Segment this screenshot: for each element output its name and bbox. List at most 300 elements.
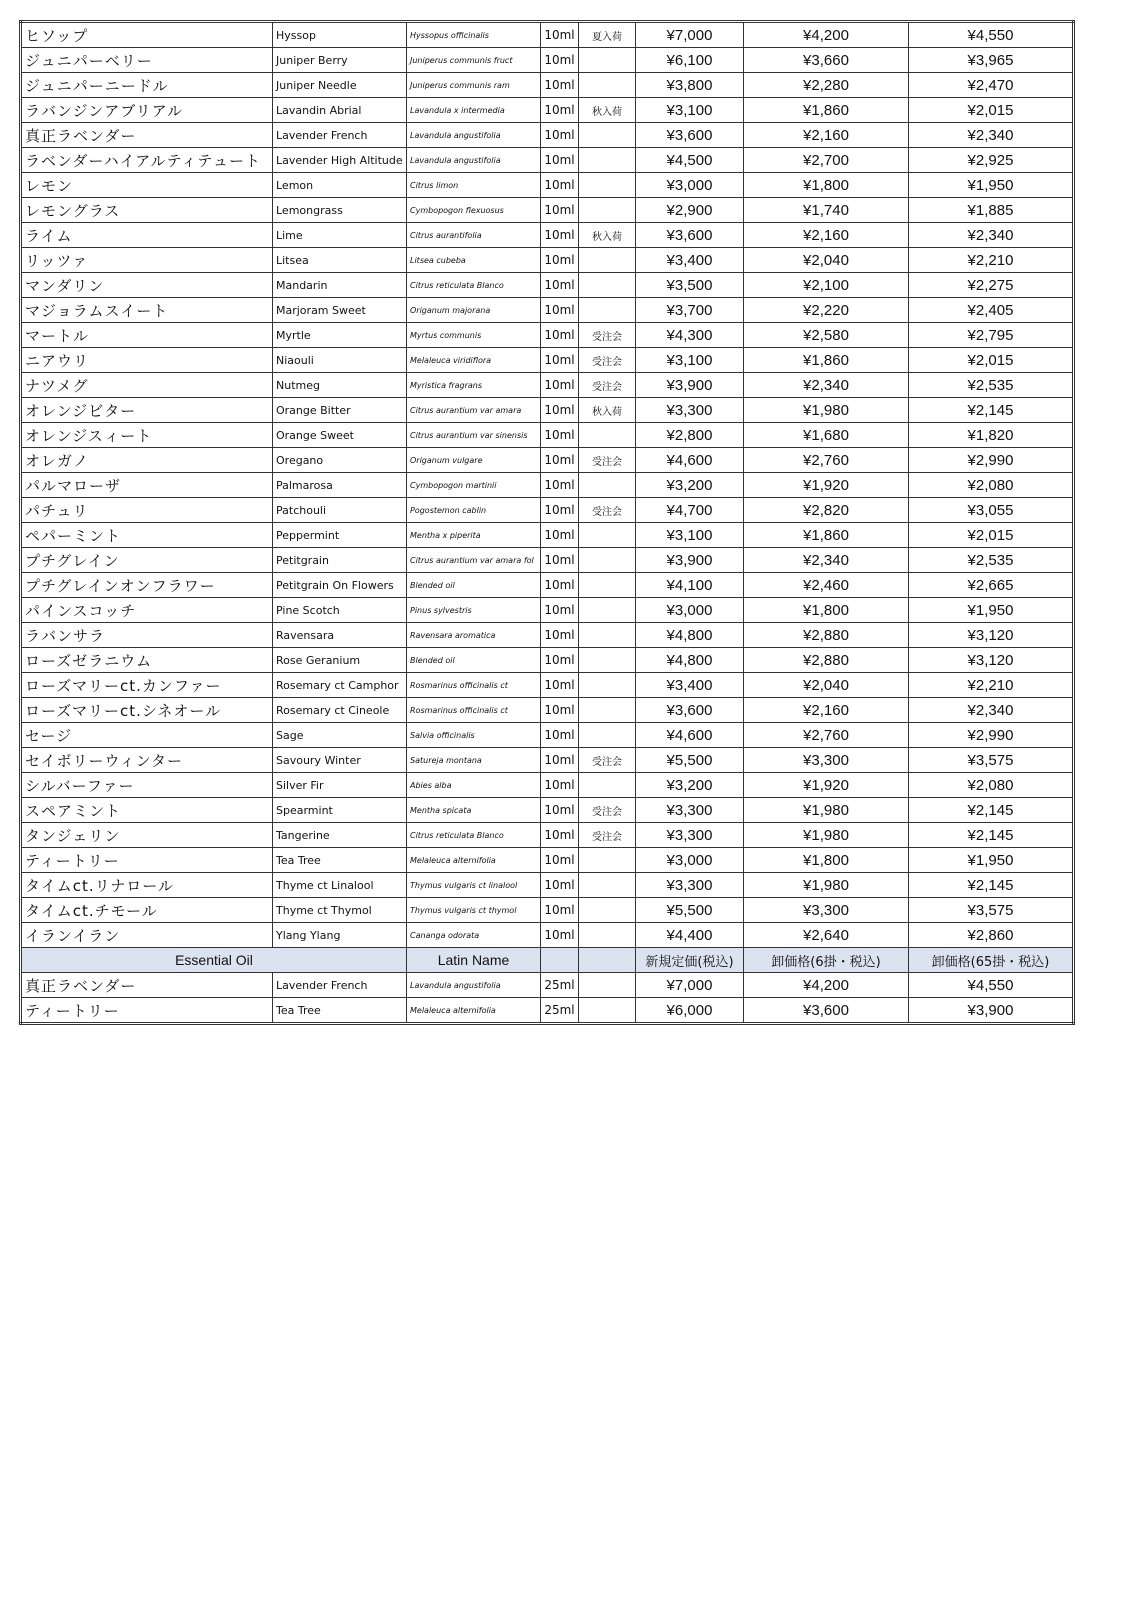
table-row — [21, 973, 1074, 998]
latin-name: Hyssopus officinalis — [407, 22, 541, 48]
wholesale-price-60: ¥2,160 — [744, 223, 909, 248]
availability-note — [579, 573, 636, 598]
retail-price: ¥2,800 — [636, 423, 744, 448]
table-row — [21, 673, 1074, 698]
wholesale-price-65: ¥2,210 — [909, 673, 1074, 698]
product-name-en: Lemon — [273, 173, 407, 198]
availability-note — [579, 998, 636, 1024]
latin-name: Thymus vulgaris ct thymol — [407, 898, 541, 923]
volume: 10ml — [541, 348, 579, 373]
wholesale-price-60: ¥3,600 — [744, 998, 909, 1024]
table-row — [21, 723, 1074, 748]
wholesale-price-65: ¥3,120 — [909, 623, 1074, 648]
product-name-en: Lavender French — [273, 973, 407, 998]
product-name-en: Orange Bitter — [273, 398, 407, 423]
retail-price: ¥6,000 — [636, 998, 744, 1024]
volume: 10ml — [541, 423, 579, 448]
product-name-jp: パルマローザ — [21, 473, 273, 498]
product-name-jp: セイボリーウィンター — [21, 748, 273, 773]
volume: 25ml — [541, 973, 579, 998]
retail-price: ¥4,600 — [636, 448, 744, 473]
wholesale-price-65: ¥2,990 — [909, 448, 1074, 473]
volume: 10ml — [541, 198, 579, 223]
retail-price: ¥4,100 — [636, 573, 744, 598]
retail-price: ¥3,500 — [636, 273, 744, 298]
availability-note — [579, 48, 636, 73]
volume: 10ml — [541, 323, 579, 348]
wholesale-price-60: ¥1,860 — [744, 98, 909, 123]
wholesale-price-60: ¥2,040 — [744, 248, 909, 273]
volume: 10ml — [541, 98, 579, 123]
product-name-en: Lavender French — [273, 123, 407, 148]
product-name-jp: オレンジスィート — [21, 423, 273, 448]
wholesale-price-60: ¥2,760 — [744, 723, 909, 748]
wholesale-price-65: ¥1,950 — [909, 598, 1074, 623]
latin-name: Salvia officinalis — [407, 723, 541, 748]
product-name-en: Lavender High Altitude — [273, 148, 407, 173]
wholesale-price-60: ¥2,340 — [744, 373, 909, 398]
volume: 10ml — [541, 598, 579, 623]
retail-price: ¥3,700 — [636, 298, 744, 323]
wholesale-price-65: ¥3,965 — [909, 48, 1074, 73]
volume: 10ml — [541, 448, 579, 473]
wholesale-price-65: ¥2,340 — [909, 698, 1074, 723]
product-name-jp: イランイラン — [21, 923, 273, 948]
wholesale-price-60: ¥2,700 — [744, 148, 909, 173]
product-name-en: Lavandin Abrial — [273, 98, 407, 123]
product-name-en: Lime — [273, 223, 407, 248]
retail-price: ¥3,300 — [636, 873, 744, 898]
wholesale-price-65: ¥2,145 — [909, 798, 1074, 823]
volume: 10ml — [541, 373, 579, 398]
table-row — [21, 648, 1074, 673]
header-latin-name: Latin Name — [407, 948, 541, 973]
availability-note — [579, 698, 636, 723]
wholesale-price-65: ¥2,860 — [909, 923, 1074, 948]
volume: 10ml — [541, 498, 579, 523]
wholesale-price-60: ¥2,220 — [744, 298, 909, 323]
product-name-jp: ジュニパーニードル — [21, 73, 273, 98]
product-name-en: Marjoram Sweet — [273, 298, 407, 323]
product-name-jp: ローズマリーct.カンファー — [21, 673, 273, 698]
volume: 10ml — [541, 123, 579, 148]
retail-price: ¥3,300 — [636, 798, 744, 823]
table-row — [21, 298, 1074, 323]
product-name-en: Mandarin — [273, 273, 407, 298]
retail-price: ¥3,400 — [636, 248, 744, 273]
wholesale-price-60: ¥1,860 — [744, 348, 909, 373]
wholesale-price-65: ¥2,015 — [909, 523, 1074, 548]
wholesale-price-65: ¥1,950 — [909, 173, 1074, 198]
availability-note — [579, 473, 636, 498]
table-row — [21, 198, 1074, 223]
volume: 10ml — [541, 173, 579, 198]
availability-note: 受注会 — [579, 498, 636, 523]
volume: 10ml — [541, 798, 579, 823]
product-name-jp: ラベンダーハイアルティテュート — [21, 148, 273, 173]
table-row — [21, 448, 1074, 473]
product-name-jp: ライム — [21, 223, 273, 248]
wholesale-price-60: ¥2,100 — [744, 273, 909, 298]
product-name-jp: プチグレイン — [21, 548, 273, 573]
product-name-en: Ravensara — [273, 623, 407, 648]
products-10ml — [21, 22, 1074, 948]
product-name-jp: ジュニパーベリー — [21, 48, 273, 73]
product-name-jp: レモングラス — [21, 198, 273, 223]
product-name-jp: セージ — [21, 723, 273, 748]
wholesale-price-65: ¥2,145 — [909, 873, 1074, 898]
product-name-jp: マンダリン — [21, 273, 273, 298]
wholesale-price-65: ¥3,900 — [909, 998, 1074, 1024]
retail-price: ¥3,200 — [636, 473, 744, 498]
availability-note — [579, 648, 636, 673]
wholesale-price-65: ¥2,015 — [909, 98, 1074, 123]
product-name-en: Pine Scotch — [273, 598, 407, 623]
wholesale-price-60: ¥2,040 — [744, 673, 909, 698]
product-name-jp: シルバーファー — [21, 773, 273, 798]
volume: 10ml — [541, 298, 579, 323]
volume: 10ml — [541, 398, 579, 423]
latin-name: Myrtus communis — [407, 323, 541, 348]
product-name-en: Litsea — [273, 248, 407, 273]
retail-price: ¥3,000 — [636, 848, 744, 873]
availability-note — [579, 248, 636, 273]
product-name-jp: ナツメグ — [21, 373, 273, 398]
availability-note — [579, 523, 636, 548]
latin-name: Myristica fragrans — [407, 373, 541, 398]
wholesale-price-65: ¥1,820 — [909, 423, 1074, 448]
wholesale-price-65: ¥3,120 — [909, 648, 1074, 673]
table-row — [21, 98, 1074, 123]
retail-price: ¥4,300 — [636, 323, 744, 348]
product-name-en: Myrtle — [273, 323, 407, 348]
product-name-en: Juniper Needle — [273, 73, 407, 98]
product-name-jp: ニアウリ — [21, 348, 273, 373]
table-row — [21, 998, 1074, 1024]
product-name-en: Orange Sweet — [273, 423, 407, 448]
table-row — [21, 123, 1074, 148]
products-25ml — [21, 973, 1074, 1024]
availability-note — [579, 148, 636, 173]
wholesale-price-65: ¥2,340 — [909, 223, 1074, 248]
product-name-jp: ティートリー — [21, 848, 273, 873]
volume: 10ml — [541, 48, 579, 73]
latin-name: Litsea cubeba — [407, 248, 541, 273]
wholesale-price-65: ¥2,210 — [909, 248, 1074, 273]
retail-price: ¥4,800 — [636, 648, 744, 673]
availability-note — [579, 723, 636, 748]
product-name-en: Rosemary ct Cineole — [273, 698, 407, 723]
retail-price: ¥4,800 — [636, 623, 744, 648]
table-row — [21, 498, 1074, 523]
volume: 10ml — [541, 648, 579, 673]
volume: 10ml — [541, 573, 579, 598]
table-row — [21, 423, 1074, 448]
product-name-en: Spearmint — [273, 798, 407, 823]
retail-price: ¥3,200 — [636, 773, 744, 798]
table-row — [21, 823, 1074, 848]
volume: 10ml — [541, 748, 579, 773]
retail-price: ¥3,100 — [636, 348, 744, 373]
wholesale-price-60: ¥1,920 — [744, 473, 909, 498]
wholesale-price-60: ¥2,580 — [744, 323, 909, 348]
product-name-en: Rose Geranium — [273, 648, 407, 673]
availability-note — [579, 198, 636, 223]
wholesale-price-60: ¥4,200 — [744, 22, 909, 48]
latin-name: Thymus vulgaris ct linalool — [407, 873, 541, 898]
table-row — [21, 548, 1074, 573]
retail-price: ¥3,400 — [636, 673, 744, 698]
volume: 10ml — [541, 22, 579, 48]
availability-note — [579, 898, 636, 923]
availability-note: 秋入荷 — [579, 98, 636, 123]
product-name-en: Patchouli — [273, 498, 407, 523]
table-row — [21, 398, 1074, 423]
table-row — [21, 248, 1074, 273]
availability-note — [579, 173, 636, 198]
table-row — [21, 273, 1074, 298]
product-name-en: Savoury Winter — [273, 748, 407, 773]
availability-note — [579, 298, 636, 323]
wholesale-price-60: ¥2,280 — [744, 73, 909, 98]
header-essential-oil: Essential Oil — [21, 948, 407, 973]
table-row — [21, 373, 1074, 398]
wholesale-price-65: ¥2,405 — [909, 298, 1074, 323]
wholesale-price-60: ¥1,980 — [744, 398, 909, 423]
latin-name: Citrus aurantium var amara — [407, 398, 541, 423]
availability-note: 受注会 — [579, 373, 636, 398]
retail-price: ¥3,000 — [636, 598, 744, 623]
table-row — [21, 573, 1074, 598]
retail-price: ¥3,000 — [636, 173, 744, 198]
availability-note — [579, 73, 636, 98]
table-row — [21, 698, 1074, 723]
latin-name: Abies alba — [407, 773, 541, 798]
availability-note — [579, 848, 636, 873]
availability-note — [579, 623, 636, 648]
availability-note: 秋入荷 — [579, 398, 636, 423]
table-row — [21, 473, 1074, 498]
latin-name: Lavandula angustifolia — [407, 148, 541, 173]
retail-price: ¥5,500 — [636, 898, 744, 923]
retail-price: ¥3,100 — [636, 523, 744, 548]
product-name-en: Nutmeg — [273, 373, 407, 398]
wholesale-price-60: ¥3,300 — [744, 748, 909, 773]
wholesale-price-65: ¥3,055 — [909, 498, 1074, 523]
retail-price: ¥4,600 — [636, 723, 744, 748]
product-name-en: Silver Fir — [273, 773, 407, 798]
wholesale-price-60: ¥1,800 — [744, 598, 909, 623]
table-row — [21, 323, 1074, 348]
header-wholesale-60: 卸価格(6掛・税込) — [744, 948, 909, 973]
latin-name: Citrus aurantium var sinensis — [407, 423, 541, 448]
availability-note — [579, 123, 636, 148]
availability-note — [579, 923, 636, 948]
wholesale-price-60: ¥2,640 — [744, 923, 909, 948]
wholesale-price-65: ¥2,145 — [909, 823, 1074, 848]
product-name-en: Thyme ct Thymol — [273, 898, 407, 923]
product-name-en: Niaouli — [273, 348, 407, 373]
volume: 10ml — [541, 923, 579, 948]
latin-name: Mentha x piperita — [407, 523, 541, 548]
table-row — [21, 148, 1074, 173]
wholesale-price-65: ¥2,665 — [909, 573, 1074, 598]
table-row — [21, 598, 1074, 623]
wholesale-price-65: ¥3,575 — [909, 748, 1074, 773]
latin-name: Origanum vulgare — [407, 448, 541, 473]
header-volume-blank — [541, 948, 579, 973]
wholesale-price-60: ¥4,200 — [744, 973, 909, 998]
availability-note — [579, 773, 636, 798]
wholesale-price-60: ¥2,340 — [744, 548, 909, 573]
latin-name: Origanum majorana — [407, 298, 541, 323]
wholesale-price-65: ¥1,950 — [909, 848, 1074, 873]
wholesale-price-65: ¥1,885 — [909, 198, 1074, 223]
retail-price: ¥3,900 — [636, 548, 744, 573]
product-name-en: Tangerine — [273, 823, 407, 848]
retail-price: ¥3,600 — [636, 698, 744, 723]
volume: 10ml — [541, 873, 579, 898]
volume: 10ml — [541, 223, 579, 248]
latin-name: Cymbopogon martinii — [407, 473, 541, 498]
product-name-jp: リッツァ — [21, 248, 273, 273]
product-name-en: Tea Tree — [273, 848, 407, 873]
availability-note: 受注会 — [579, 748, 636, 773]
retail-price: ¥2,900 — [636, 198, 744, 223]
latin-name: Juniperus communis fruct — [407, 48, 541, 73]
table-row — [21, 848, 1074, 873]
product-name-jp: タイムct.チモール — [21, 898, 273, 923]
availability-note: 受注会 — [579, 798, 636, 823]
product-name-en: Juniper Berry — [273, 48, 407, 73]
wholesale-price-65: ¥2,145 — [909, 398, 1074, 423]
wholesale-price-65: ¥2,535 — [909, 548, 1074, 573]
availability-note — [579, 973, 636, 998]
table-row — [21, 22, 1074, 48]
wholesale-price-65: ¥2,275 — [909, 273, 1074, 298]
wholesale-price-65: ¥2,795 — [909, 323, 1074, 348]
wholesale-price-65: ¥2,080 — [909, 773, 1074, 798]
wholesale-price-60: ¥1,860 — [744, 523, 909, 548]
product-name-jp: オレガノ — [21, 448, 273, 473]
wholesale-price-65: ¥2,015 — [909, 348, 1074, 373]
retail-price: ¥4,500 — [636, 148, 744, 173]
header-wholesale-65: 卸価格(65掛・税込) — [909, 948, 1074, 973]
product-name-jp: マジョラムスイート — [21, 298, 273, 323]
latin-name: Juniperus communis ram — [407, 73, 541, 98]
product-name-jp: レモン — [21, 173, 273, 198]
latin-name: Lavandula angustifolia — [407, 973, 541, 998]
latin-name: Blended oil — [407, 573, 541, 598]
table-row — [21, 798, 1074, 823]
product-name-en: Hyssop — [273, 22, 407, 48]
retail-price: ¥3,300 — [636, 823, 744, 848]
availability-note: 受注会 — [579, 823, 636, 848]
product-name-en: Sage — [273, 723, 407, 748]
table-row — [21, 873, 1074, 898]
wholesale-price-65: ¥2,470 — [909, 73, 1074, 98]
volume: 10ml — [541, 898, 579, 923]
retail-price: ¥5,500 — [636, 748, 744, 773]
table-row — [21, 73, 1074, 98]
latin-name: Lavandula x intermedia — [407, 98, 541, 123]
availability-note — [579, 273, 636, 298]
wholesale-price-60: ¥1,800 — [744, 848, 909, 873]
table-row — [21, 748, 1074, 773]
header-note-blank — [579, 948, 636, 973]
volume: 10ml — [541, 548, 579, 573]
product-name-en: Lemongrass — [273, 198, 407, 223]
table-header — [21, 948, 1074, 973]
availability-note — [579, 423, 636, 448]
availability-note: 受注会 — [579, 323, 636, 348]
table-row — [21, 173, 1074, 198]
table-row — [21, 523, 1074, 548]
wholesale-price-60: ¥1,980 — [744, 823, 909, 848]
product-name-jp: ペパーミント — [21, 523, 273, 548]
latin-name: Blended oil — [407, 648, 541, 673]
wholesale-price-60: ¥1,980 — [744, 873, 909, 898]
latin-name: Citrus aurantifolia — [407, 223, 541, 248]
product-name-jp: 真正ラベンダー — [21, 123, 273, 148]
volume: 10ml — [541, 673, 579, 698]
volume: 10ml — [541, 623, 579, 648]
latin-name: Satureja montana — [407, 748, 541, 773]
product-name-jp: オレンジビター — [21, 398, 273, 423]
retail-price: ¥6,100 — [636, 48, 744, 73]
wholesale-price-60: ¥1,800 — [744, 173, 909, 198]
latin-name: Pogostemon cablin — [407, 498, 541, 523]
volume: 10ml — [541, 698, 579, 723]
wholesale-price-60: ¥2,160 — [744, 123, 909, 148]
product-name-jp: 真正ラベンダー — [21, 973, 273, 998]
wholesale-price-65: ¥4,550 — [909, 973, 1074, 998]
retail-price: ¥3,900 — [636, 373, 744, 398]
product-name-jp: ティートリー — [21, 998, 273, 1024]
latin-name: Pinus sylvestris — [407, 598, 541, 623]
volume: 25ml — [541, 998, 579, 1024]
price-list-table — [19, 20, 1075, 1025]
latin-name: Citrus reticulata Blanco — [407, 823, 541, 848]
availability-note — [579, 598, 636, 623]
retail-price: ¥3,600 — [636, 223, 744, 248]
retail-price: ¥7,000 — [636, 973, 744, 998]
volume: 10ml — [541, 73, 579, 98]
wholesale-price-65: ¥2,535 — [909, 373, 1074, 398]
product-name-en: Tea Tree — [273, 998, 407, 1024]
retail-price: ¥3,600 — [636, 123, 744, 148]
latin-name: Melaleuca alternifolia — [407, 848, 541, 873]
product-name-jp: パインスコッチ — [21, 598, 273, 623]
wholesale-price-60: ¥2,760 — [744, 448, 909, 473]
retail-price: ¥4,400 — [636, 923, 744, 948]
product-name-en: Petitgrain On Flowers — [273, 573, 407, 598]
volume: 10ml — [541, 523, 579, 548]
availability-note — [579, 873, 636, 898]
latin-name: Citrus limon — [407, 173, 541, 198]
latin-name: Lavandula angustifolia — [407, 123, 541, 148]
latin-name: Rosmarinus officinalis ct — [407, 673, 541, 698]
product-name-jp: ラバンサラ — [21, 623, 273, 648]
volume: 10ml — [541, 723, 579, 748]
latin-name: Citrus aurantium var amara fol — [407, 548, 541, 573]
wholesale-price-65: ¥2,340 — [909, 123, 1074, 148]
product-name-jp: マートル — [21, 323, 273, 348]
volume: 10ml — [541, 473, 579, 498]
product-name-en: Ylang Ylang — [273, 923, 407, 948]
availability-note — [579, 673, 636, 698]
retail-price: ¥7,000 — [636, 22, 744, 48]
